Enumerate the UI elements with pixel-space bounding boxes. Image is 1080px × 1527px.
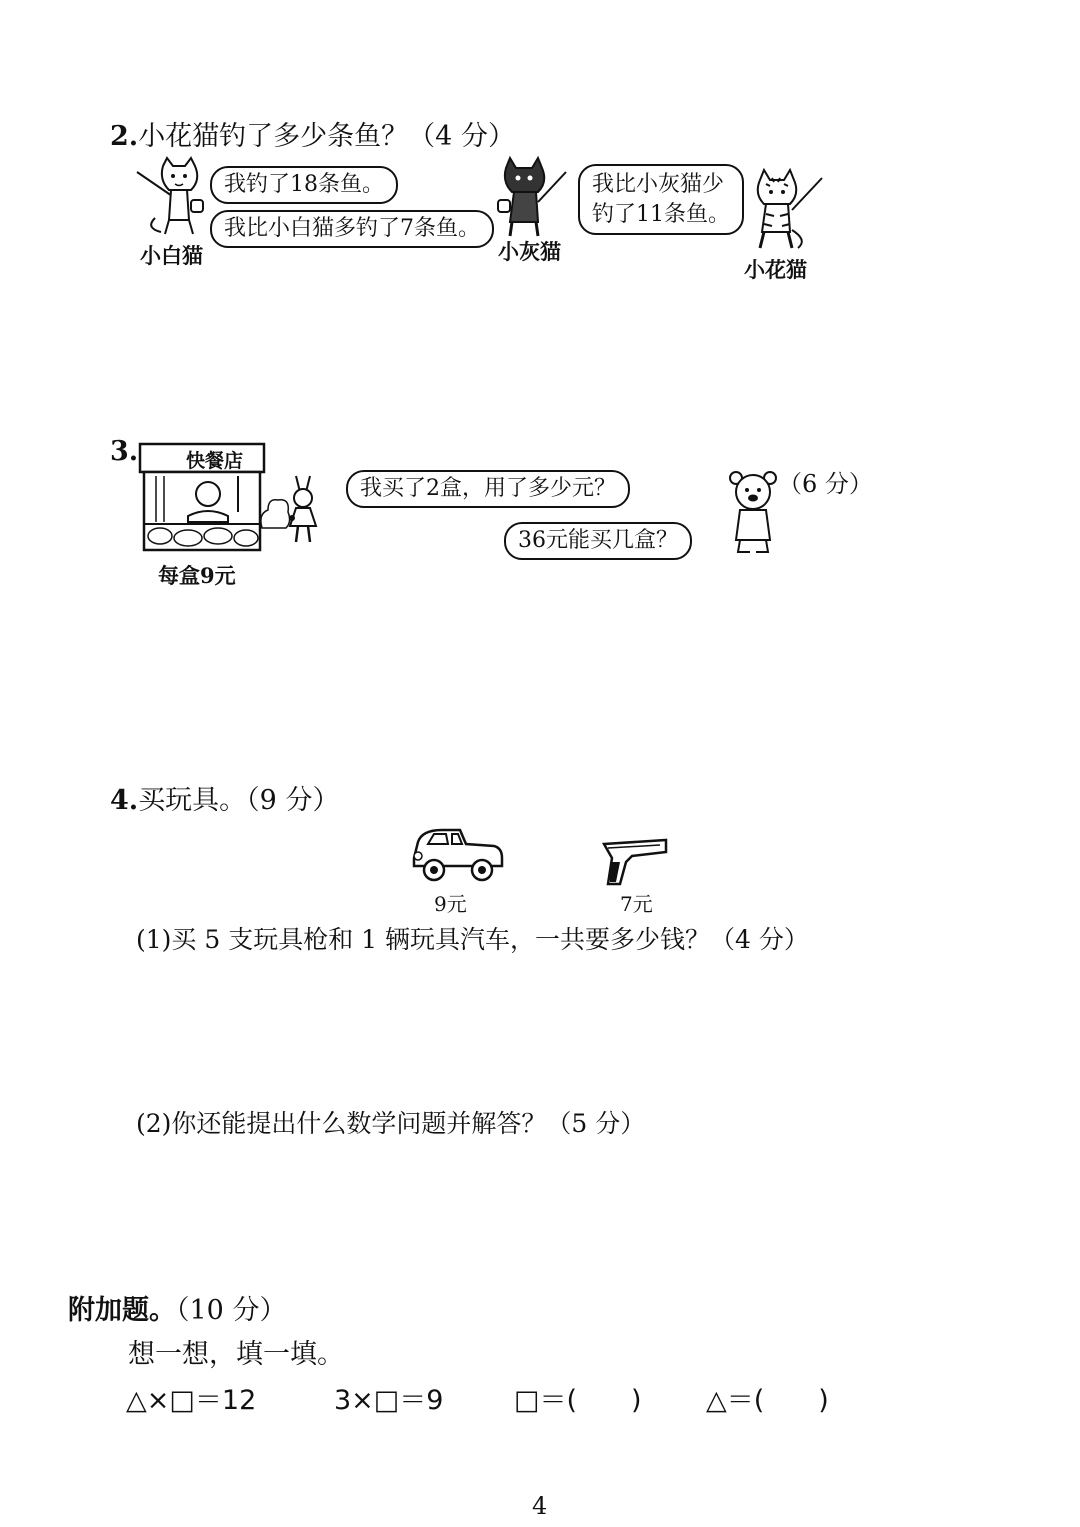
q3-number-text: 3. xyxy=(110,436,139,467)
equation-3: □＝( ) xyxy=(514,1385,642,1416)
bonus-title-line xyxy=(68,1288,286,1327)
equation-2: 3×□＝9 xyxy=(334,1385,444,1416)
white-cat-bubble-2: 我比小白猫多钓了7条鱼。 xyxy=(210,210,494,248)
flower-cat-label: 小花猫 xyxy=(744,257,807,282)
q2-number: 2. xyxy=(110,121,139,152)
gun-price: 7元 xyxy=(620,892,653,916)
toy-car-icon xyxy=(408,824,504,884)
bonus-prompt: 想一想，填一填。 xyxy=(128,1339,344,1370)
bear-illustration xyxy=(726,470,782,554)
equation-4: △＝( ) xyxy=(706,1385,829,1416)
q4-title xyxy=(110,778,339,817)
equation-1: △×□＝12 xyxy=(126,1385,257,1416)
shop-sign: 快餐店 xyxy=(186,450,244,472)
rabbit-girl-illustration xyxy=(284,474,324,544)
white-cat-bubble-1: 我钓了18条鱼。 xyxy=(210,166,398,204)
bonus-score: （10 分） xyxy=(176,1295,287,1326)
q3-number xyxy=(110,436,138,467)
gray-cat-label: 小灰猫 xyxy=(498,239,561,264)
toy-gun-icon xyxy=(602,836,668,888)
gray-cat-bubble-line-1: 我比小灰猫少 xyxy=(592,172,725,197)
gray-cat-bubble-line-2: 钓了11条鱼。 xyxy=(592,201,730,227)
page-number: 4 xyxy=(532,1492,548,1520)
flower-cat-illustration xyxy=(748,170,823,252)
white-cat-illustration xyxy=(135,158,215,238)
q4-sub-question-2: (2)你还能提出什么数学问题并解答？（5 分） xyxy=(136,1109,646,1138)
q2-text: 小花猫钓了多少条鱼？（4 分） xyxy=(138,121,515,152)
girl-bubble: 我买了2盒，用了多少元？ xyxy=(346,470,630,508)
gray-cat-bubble xyxy=(578,164,744,235)
bonus-title: 附加题。 xyxy=(68,1295,176,1326)
white-cat-label: 小白猫 xyxy=(140,243,203,268)
gray-cat-illustration xyxy=(492,158,567,238)
q2-title xyxy=(110,114,515,153)
q4-sub-question-1: (1)买 5 支玩具枪和 1 辆玩具汽车，一共要多少钱？（4 分） xyxy=(136,925,809,954)
q4-text: 买玩具。（9 分） xyxy=(138,785,340,816)
q3-score: （6 分） xyxy=(778,470,873,498)
bear-bubble: 36元能买几盒？ xyxy=(504,522,692,560)
car-price: 9元 xyxy=(434,892,467,916)
q4-number: 4. xyxy=(110,785,139,816)
shop-price-label: 每盒9元 xyxy=(158,563,236,588)
